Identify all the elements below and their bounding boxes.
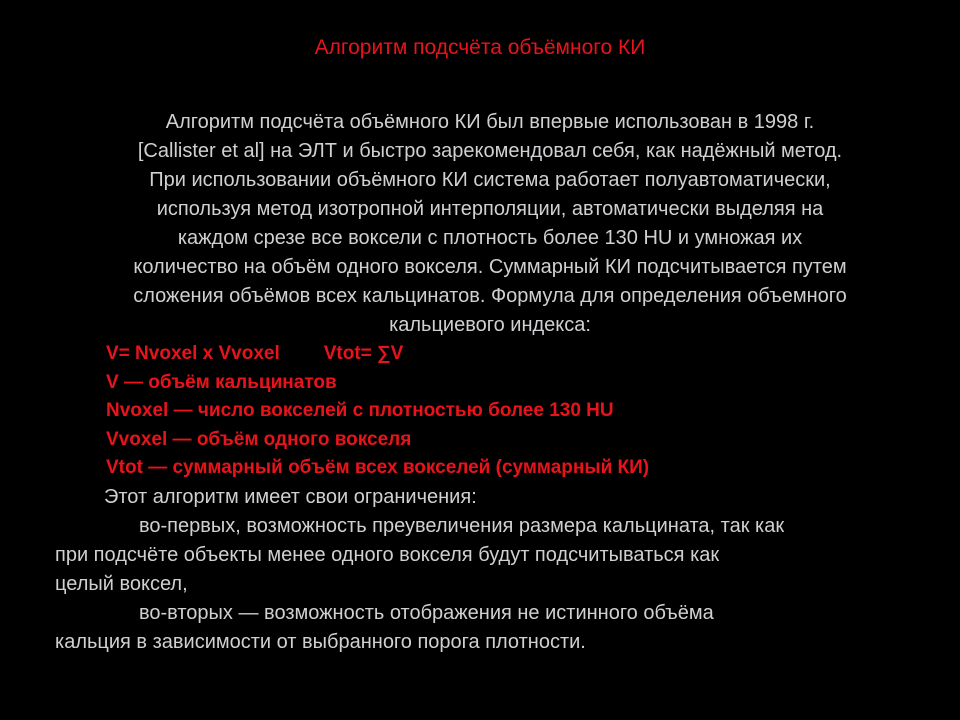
intro-line: количество на объём одного вокселя. Суммарный КИ подсчитывается путем <box>133 256 847 278</box>
intro-line: кальциевого индекса: <box>389 314 591 336</box>
limit-first-line: во-первых, возможность преувеличения размера кальцината, так как <box>139 514 785 537</box>
intro-line: сложения объёмов всех кальцинатов. Формула для определения объемного <box>133 285 847 307</box>
intro-line: При использовании объёмного КИ система работает полуавтоматически, <box>149 169 831 191</box>
formula-line <box>55 340 925 369</box>
limit-second-line: во-вторых — возможность отображения не истинного объёма <box>139 601 714 624</box>
slide-body <box>55 108 925 657</box>
limits-intro: Этот алгоритм имеет свои ограничения: <box>104 485 477 508</box>
formula-v: V= Nvoxel x Vvoxel <box>106 343 280 364</box>
intro-line: каждом срезе все воксели с плотность более 130 HU и умножая их <box>177 227 803 249</box>
limit-first-line: при подсчёте объекты менее одного вокселя будут подсчитываться как <box>55 543 720 566</box>
intro-line: используя метод изотропной интерполяции, автоматически выделяя на <box>156 198 824 220</box>
intro-line: [Callister et al] на ЭЛТ и быстро зарекомендовал себя, как надёжный метод. <box>137 140 843 162</box>
limit-second-line: кальция в зависимости от выбранного порога плотности. <box>55 630 586 653</box>
definition-item: Nvoxel — число вокселей с плотностью более 130 HU <box>106 400 614 422</box>
definition-item: Vvoxel — объём одного вокселя <box>106 428 412 450</box>
limit-first-line: целый воксел, <box>55 572 188 595</box>
slide-title: Алгоритм подсчёта объёмного КИ <box>314 36 646 59</box>
definition-item: V — объём кальцинатов <box>106 371 337 393</box>
definition-item: Vtot — суммарный объём всех вокселей (суммарный КИ) <box>106 457 650 479</box>
formula-vtot: Vtot= ∑V <box>323 343 404 364</box>
intro-line: Алгоритм подсчёта объёмного КИ был впервые использован в 1998 г. <box>165 111 815 133</box>
